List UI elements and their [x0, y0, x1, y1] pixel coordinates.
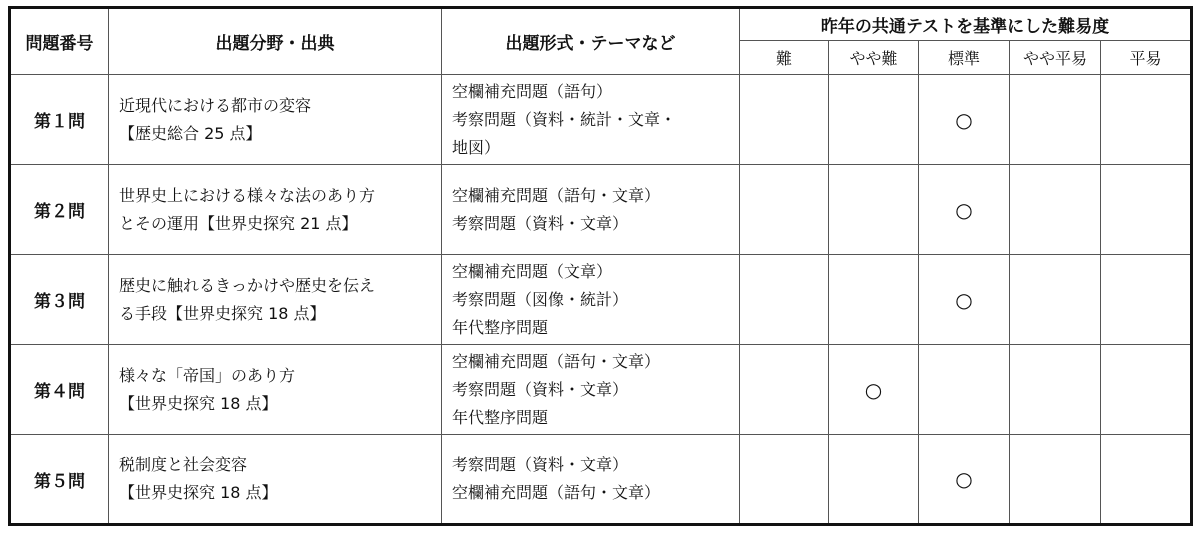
format-cell	[442, 165, 740, 255]
field-line: 世界史上における様々な法のあり方	[119, 185, 376, 205]
difficulty-cell-somewhat-easy	[1010, 165, 1101, 255]
field-line: 税制度と社会変容	[119, 455, 248, 474]
table-row	[10, 165, 1192, 255]
difficulty-cell-somewhat-easy	[1010, 345, 1101, 435]
header-level-somewhat-hard: やや難	[829, 41, 919, 75]
field-line: 近現代における都市の変容	[119, 95, 312, 115]
difficulty-cell-standard	[919, 345, 1010, 435]
difficulty-cell-hard	[740, 165, 829, 255]
header-level-easy: 平易	[1101, 41, 1192, 75]
difficulty-mark: ○	[955, 467, 973, 491]
field-line: 様々な「帝国」のあり方	[119, 365, 296, 385]
format-line: 考察問題（資料・文章）	[452, 213, 629, 233]
difficulty-cell-easy	[1101, 435, 1192, 525]
difficulty-cell-standard	[919, 165, 1010, 255]
difficulty-cell-standard	[919, 75, 1010, 165]
field-line: 【歴史総合 25 点】	[119, 123, 262, 143]
format-line: 空欄補充問題（語句）	[452, 81, 613, 101]
table-row	[10, 345, 1192, 435]
format-line: 空欄補充問題（語句・文章）	[452, 185, 661, 205]
difficulty-cell-easy	[1101, 345, 1192, 435]
table-row	[10, 75, 1192, 165]
format-line: 考察問題（図像・統計）	[452, 289, 629, 309]
difficulty-cell-hard	[740, 345, 829, 435]
difficulty-cell-easy	[1101, 165, 1192, 255]
header-number: 問題番号	[10, 8, 109, 75]
difficulty-cell-easy	[1101, 255, 1192, 345]
difficulty-table-container	[8, 6, 1193, 526]
difficulty-cell-somewhat-hard	[829, 75, 919, 165]
format-cell	[442, 435, 740, 525]
format-line: 年代整序問題	[452, 317, 549, 337]
difficulty-mark: ○	[955, 287, 973, 312]
difficulty-cell-hard	[740, 435, 829, 525]
format-line: 空欄補充問題（語句・文章）	[452, 483, 661, 502]
field-line: とその運用【世界史探究 21 点】	[119, 213, 358, 233]
difficulty-cell-somewhat-hard	[829, 435, 919, 525]
format-line: 年代整序問題	[452, 407, 549, 427]
difficulty-cell-standard	[919, 435, 1010, 525]
format-line: 空欄補充問題（文章）	[452, 261, 613, 281]
format-line: 地図）	[452, 137, 501, 157]
format-cell	[442, 75, 740, 165]
difficulty-cell-somewhat-hard	[829, 165, 919, 255]
field-line: る手段【世界史探究 18 点】	[119, 303, 326, 323]
field-cell	[109, 165, 442, 255]
difficulty-cell-easy	[1101, 75, 1192, 165]
header-level-somewhat-easy: やや平易	[1010, 41, 1101, 75]
field-cell	[109, 75, 442, 165]
difficulty-mark: ○	[955, 107, 973, 132]
format-line: 考察問題（資料・統計・文章・	[452, 109, 677, 129]
field-cell	[109, 435, 442, 525]
format-cell	[442, 345, 740, 435]
difficulty-cell-somewhat-easy	[1010, 435, 1101, 525]
format-line: 空欄補充問題（語句・文章）	[452, 351, 661, 371]
difficulty-table	[8, 6, 1193, 526]
format-line: 考察問題（資料・文章）	[452, 455, 629, 474]
difficulty-mark: ○	[955, 197, 973, 222]
question-number: 第４問	[10, 345, 109, 435]
table-row	[10, 435, 1192, 525]
question-number: 第５問	[10, 435, 109, 525]
header-level-standard: 標準	[919, 41, 1010, 75]
table-row	[10, 255, 1192, 345]
header-difficulty: 昨年の共通テストを基準にした難易度	[740, 8, 1192, 41]
field-line: 【世界史探究 18 点】	[119, 483, 278, 502]
table-body	[10, 75, 1192, 525]
format-cell	[442, 255, 740, 345]
field-line: 歴史に触れるきっかけや歴史を伝え	[119, 275, 376, 295]
question-number: 第３問	[10, 255, 109, 345]
difficulty-cell-hard	[740, 75, 829, 165]
header-format: 出題形式・テーマなど	[442, 8, 740, 75]
question-number: 第１問	[10, 75, 109, 165]
question-number: 第２問	[10, 165, 109, 255]
difficulty-cell-hard	[740, 255, 829, 345]
difficulty-cell-somewhat-hard	[829, 345, 919, 435]
field-cell	[109, 255, 442, 345]
field-line: 【世界史探究 18 点】	[119, 393, 278, 413]
difficulty-cell-somewhat-hard	[829, 255, 919, 345]
format-line: 考察問題（資料・文章）	[452, 379, 629, 399]
header-level-hard: 難	[740, 41, 829, 75]
header-field: 出題分野・出典	[109, 8, 442, 75]
difficulty-mark: ○	[864, 377, 883, 402]
difficulty-cell-standard	[919, 255, 1010, 345]
difficulty-cell-somewhat-easy	[1010, 75, 1101, 165]
difficulty-cell-somewhat-easy	[1010, 255, 1101, 345]
field-cell	[109, 345, 442, 435]
